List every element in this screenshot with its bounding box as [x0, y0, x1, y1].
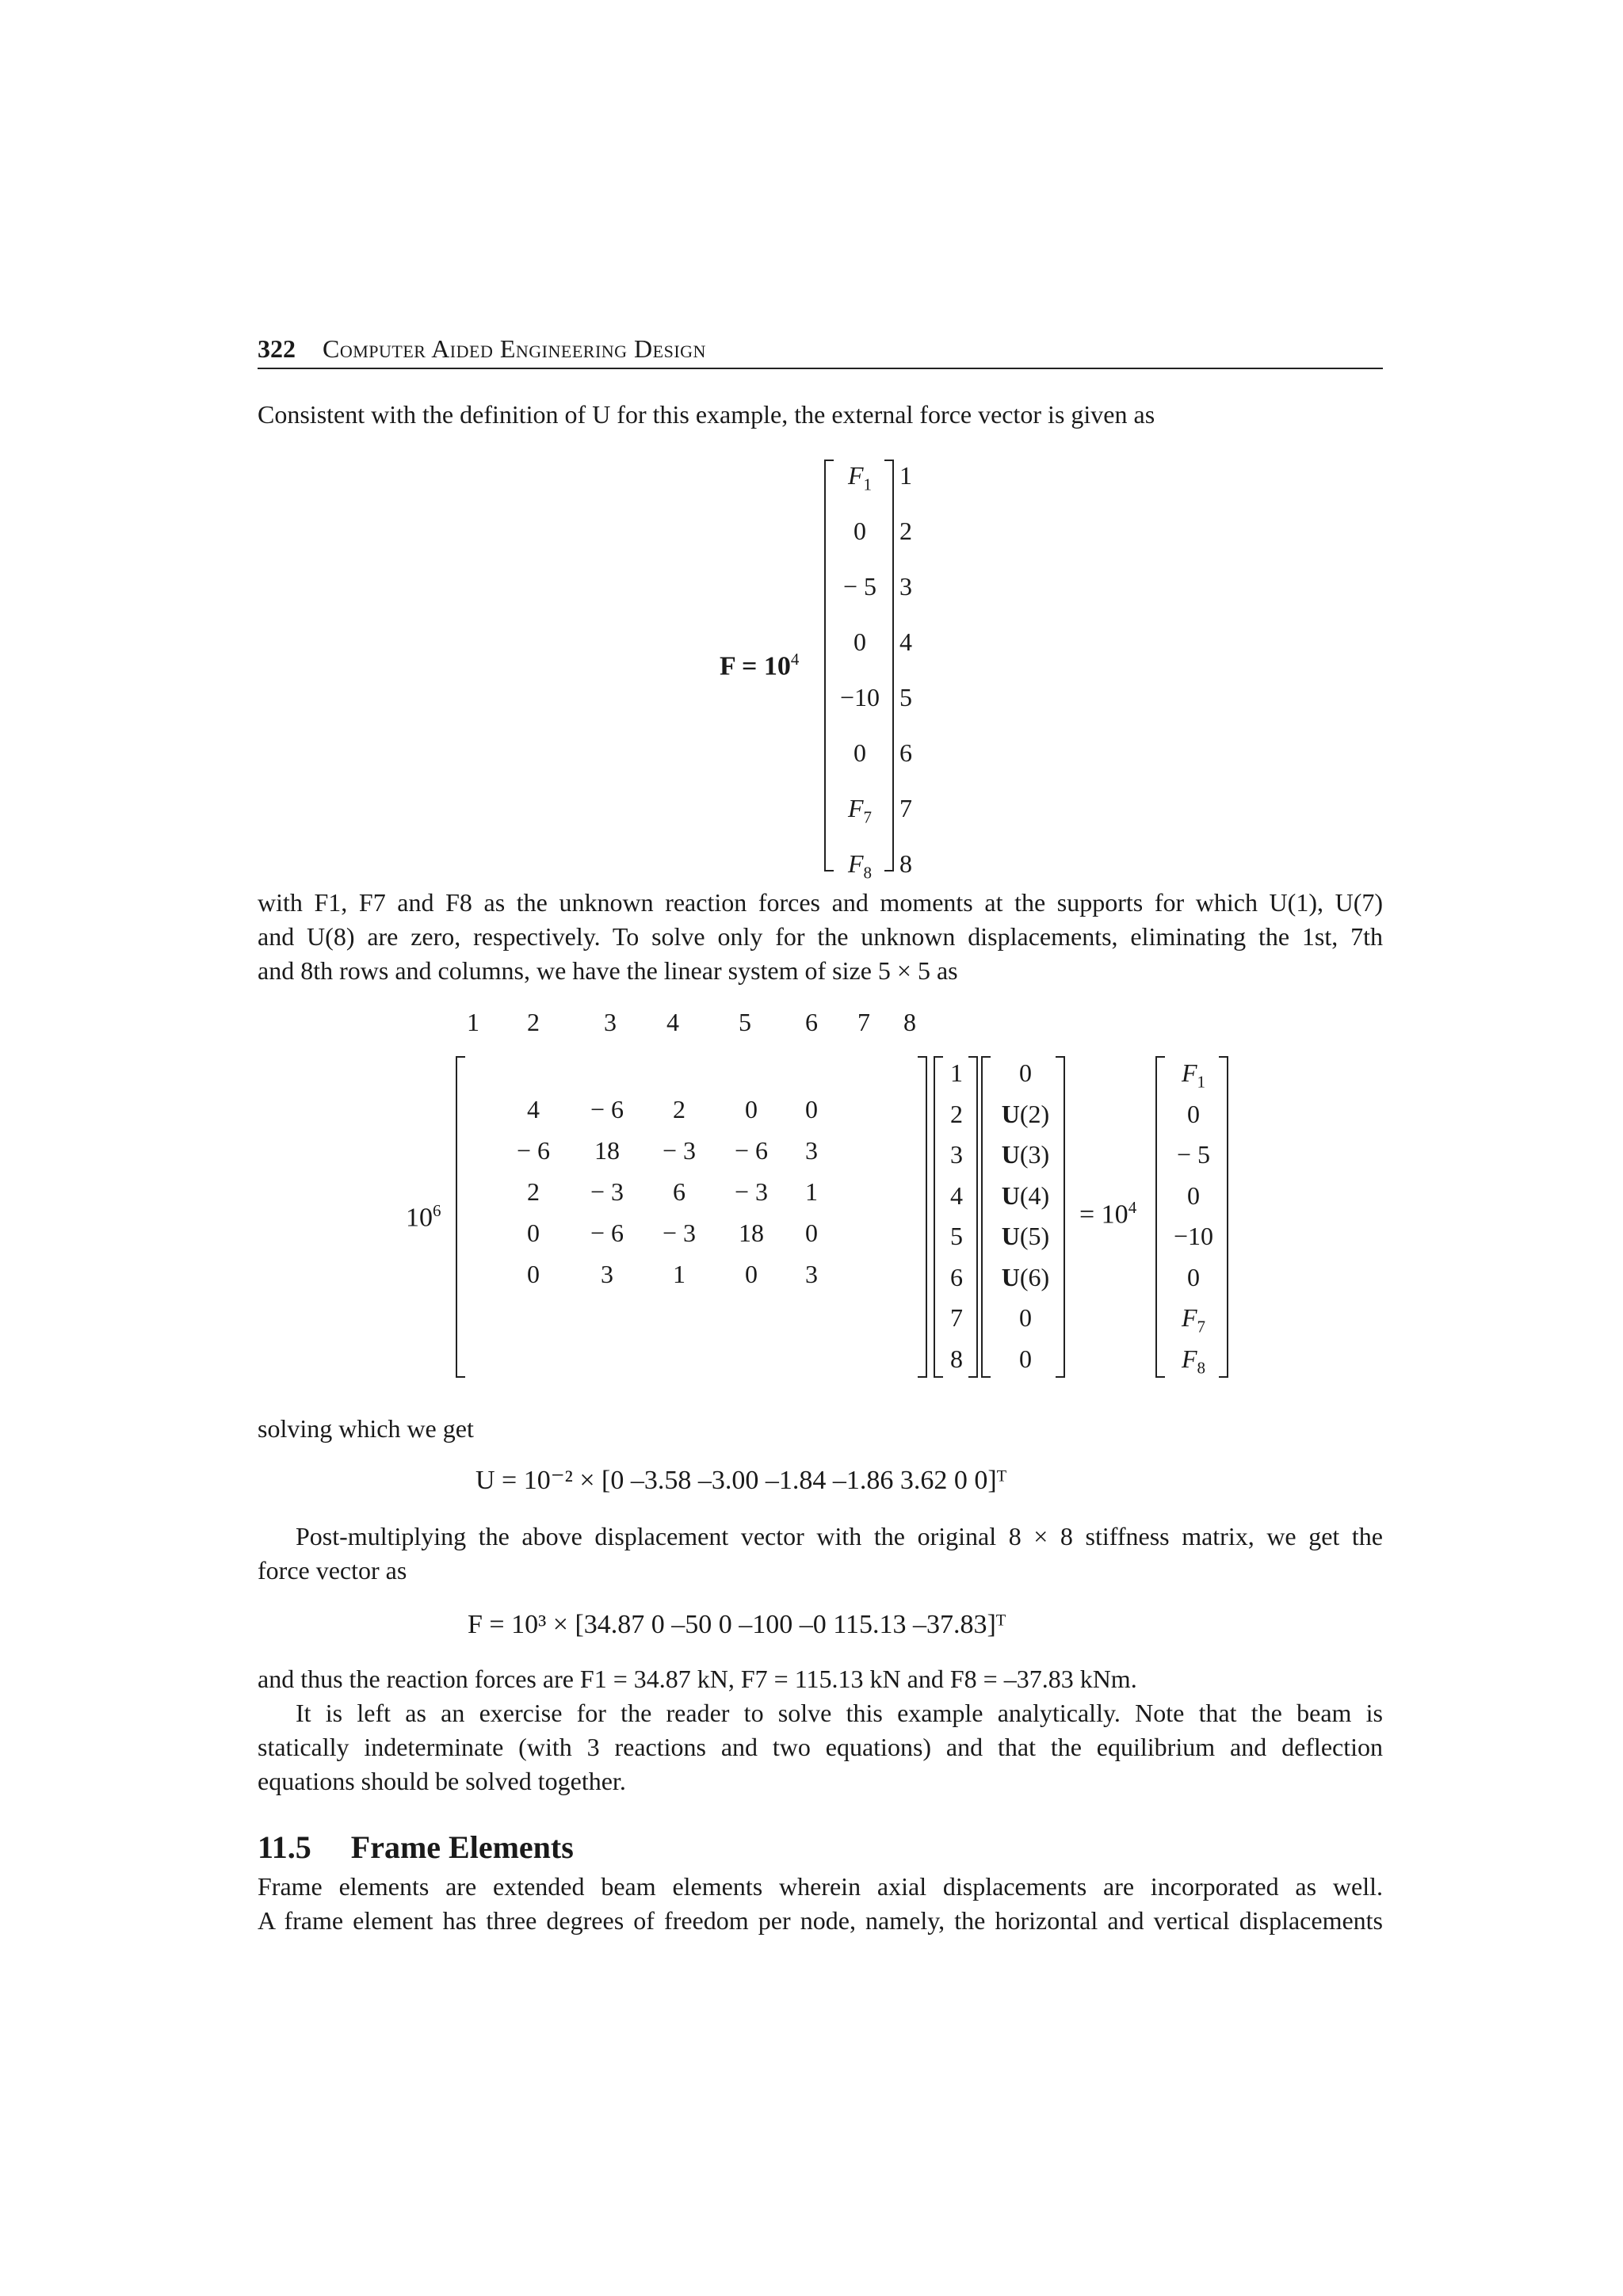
column-index: 2 [527, 1008, 540, 1036]
para3-line1: Post-multiplying the above displacement vector with the original 8 × 8 stiffness matrix, we get the [296, 1522, 1383, 1550]
column-index: 6 [805, 1008, 818, 1036]
matrix-cell: 6 [673, 1177, 685, 1206]
rhs-entry: 0 [1187, 1262, 1200, 1291]
matrix-cell: 18 [739, 1219, 764, 1247]
matrix-cell: − 3 [662, 1136, 697, 1165]
matrix-cell: 0 [527, 1260, 540, 1288]
matrix-cell: − 6 [516, 1136, 551, 1165]
row-index: 5 [950, 1222, 963, 1250]
matrix-cell: 3 [805, 1136, 818, 1165]
displacement-entry: 0 [1019, 1344, 1032, 1373]
row-index-right-bracket [968, 1056, 978, 1378]
matrix-cell: 18 [594, 1136, 620, 1165]
displacement-entry: U(5) [1001, 1222, 1050, 1250]
matrix-cell: 3 [805, 1260, 818, 1288]
para2-line2: and U(8) are zero, respectively. To solve only for the unknown displacements, eliminating the 1st, 7th [258, 922, 1383, 951]
displacement-entry: U(4) [1001, 1180, 1050, 1210]
force-vector-index: 4 [899, 627, 912, 656]
displacement-entry: U(3) [1001, 1140, 1050, 1169]
matrix-cell: 0 [527, 1219, 540, 1247]
rhs-entry: 0 [1187, 1099, 1200, 1128]
para4-line1: It is left as an exercise for the reader to solve this example analytically. Note that the beam is [296, 1699, 1383, 1727]
running-header [258, 334, 706, 364]
row-index: 2 [950, 1099, 963, 1128]
matrix-cell: − 6 [734, 1136, 769, 1165]
section-heading [258, 1829, 574, 1866]
matrix-cell: 0 [745, 1260, 758, 1288]
force-vector-entry: $F_1$ [847, 461, 873, 494]
force-vector-entry: $F_7$ [847, 794, 873, 827]
matrix-cell: 1 [673, 1260, 685, 1288]
matrix-cell: − 3 [734, 1177, 769, 1206]
solving-paragraph [258, 1412, 1383, 1446]
force-vector-entry: 0 [854, 627, 866, 656]
matrix-left-bracket [456, 1056, 465, 1378]
intro-text: Consistent with the definition of U for this example, the external force vector is given as [258, 400, 1155, 429]
f-solution-equation: F = 10³ × [34.87 0 –50 0 –100 –0 115.13 –37.83]ᵀ [468, 1610, 1006, 1639]
force-vector-lhs: $F = 10^4$ [720, 650, 800, 681]
displacement-entry: U(2) [1001, 1099, 1050, 1128]
column-index: 5 [739, 1008, 751, 1036]
matrix-cell: 2 [673, 1095, 685, 1123]
system-scale: $10^6$ [406, 1201, 441, 1233]
paragraph-exercise [258, 1696, 1383, 1798]
rhs-scale: = $10^4$ [1079, 1198, 1137, 1230]
force-vector-entry: 0 [854, 738, 866, 767]
rhs-entry: −10 [1173, 1222, 1214, 1250]
row-index: 3 [950, 1140, 963, 1169]
para5-line1: Frame elements are extended beam elements wherein axial displacements are incorporated as well. [258, 1872, 1383, 1901]
matrix-cell: 0 [745, 1095, 758, 1123]
displacement-left-bracket [981, 1056, 991, 1378]
para5-line2: A frame element has three degrees of freedom per node, namely, the horizontal and vertical displacements [258, 1906, 1383, 1935]
para2-line3: and 8th rows and columns, we have the linear system of size 5 × 5 as [258, 956, 958, 985]
displacement-entry: 0 [1019, 1303, 1032, 1332]
paragraph-postmultiply [258, 1520, 1383, 1588]
force-vector-entry: − 5 [842, 572, 877, 601]
paragraph-reactions [258, 886, 1383, 988]
matrix-cell: − 3 [590, 1177, 624, 1206]
force-vector-index: 5 [899, 683, 912, 711]
matrix-cell: 2 [527, 1177, 540, 1206]
column-index: 8 [903, 1008, 916, 1036]
matrix-cell: 0 [805, 1095, 818, 1123]
force-vector-index: 3 [899, 572, 912, 601]
matrix-cell: − 6 [590, 1095, 624, 1123]
force-vector-index: 2 [899, 517, 912, 545]
force-vector-index: 8 [899, 849, 912, 878]
solving-text: solving which we get [258, 1414, 474, 1443]
column-index: 7 [857, 1008, 870, 1036]
reaction-text: and thus the reaction forces are F1 = 34.87 kN, F7 = 115.13 kN and F8 = –37.83 kNm. [258, 1665, 1137, 1693]
force-vector-index: 7 [899, 794, 912, 822]
force-vector-entry: 0 [854, 517, 866, 545]
rhs-entry: $F_8$ [1181, 1344, 1206, 1377]
rhs-entry: $F_1$ [1181, 1058, 1206, 1092]
matrix-cell: 1 [805, 1177, 818, 1206]
matrix-cell: − 6 [590, 1219, 624, 1247]
force-vector-index: 6 [899, 738, 912, 767]
row-index-left-bracket [934, 1056, 943, 1378]
para2-line1: with F1, F7 and F8 as the unknown reaction forces and moments at the supports for which U(1), U(7) [258, 888, 1383, 917]
intro-paragraph [258, 398, 1383, 432]
paragraph-frame-elements [258, 1870, 1383, 1938]
column-index: 1 [467, 1008, 479, 1036]
matrix-cell: − 3 [662, 1219, 697, 1247]
row-index: 6 [950, 1262, 963, 1291]
matrix-cell: 0 [805, 1219, 818, 1247]
column-index: 4 [666, 1008, 679, 1036]
matrix-right-bracket [918, 1056, 927, 1378]
rhs-entry: $F_7$ [1181, 1303, 1206, 1337]
reaction-paragraph [258, 1662, 1383, 1696]
page-number: 322 [258, 334, 296, 363]
row-index: 1 [950, 1058, 963, 1087]
force-vector-index: 1 [899, 461, 912, 490]
row-index: 8 [950, 1344, 963, 1373]
para4-line2: statically indeterminate (with 3 reactions and two equations) and that the equilibrium and deflection [258, 1733, 1383, 1761]
section-number: 11.5 [258, 1829, 311, 1865]
force-vector-entry: $F_8$ [847, 849, 873, 883]
rhs-entry: − 5 [1176, 1140, 1211, 1169]
matrix-cell: 3 [601, 1260, 613, 1288]
section-title: Frame Elements [350, 1829, 574, 1865]
column-index: 3 [604, 1008, 617, 1036]
row-index: 7 [950, 1303, 963, 1332]
rhs-entry: 0 [1187, 1180, 1200, 1210]
u-solution-equation: U = 10⁻² × [0 –3.58 –3.00 –1.84 –1.86 3.62 0 0]ᵀ [475, 1466, 1007, 1495]
displacement-entry: 0 [1019, 1058, 1032, 1087]
displacement-entry: U(6) [1001, 1262, 1050, 1291]
para3-line2: force vector as [258, 1556, 407, 1585]
row-index: 4 [950, 1180, 963, 1210]
matrix-cell: 4 [527, 1095, 540, 1123]
running-title: Computer Aided Engineering Design [323, 334, 706, 363]
force-vector-entry: −10 [839, 683, 880, 711]
header-rule [258, 368, 1383, 369]
para4-line3: equations should be solved together. [258, 1767, 626, 1795]
